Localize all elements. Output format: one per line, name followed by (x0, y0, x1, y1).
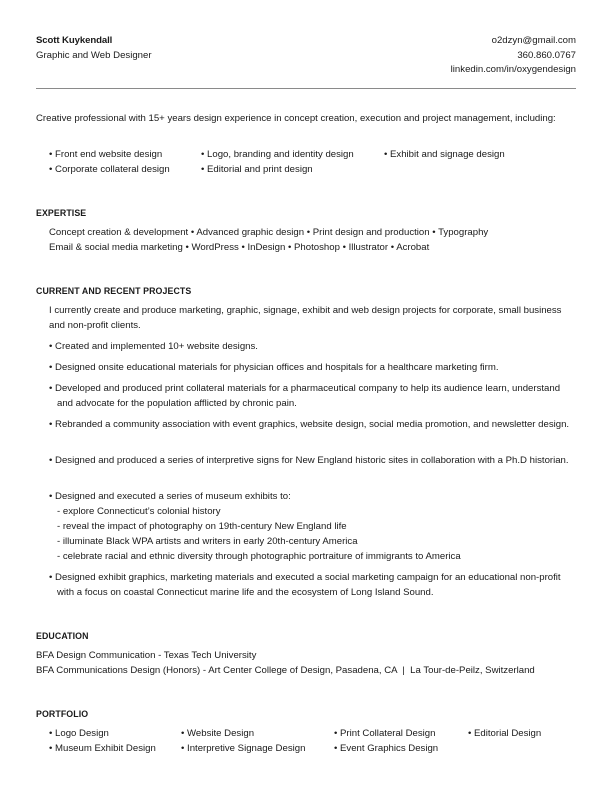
summary-skills-list (49, 147, 569, 177)
skills-row (49, 162, 569, 177)
candidate-name: Scott Kuykendall (36, 35, 113, 46)
portfolio-row (49, 741, 576, 756)
skill-item: • Editorial and print design (201, 164, 313, 175)
projects-intro: I currently create and produce marketing, graphic, signage, exhibit and web design projects for corporate, small business and non-profit clients. (49, 305, 562, 331)
skill-item: • Exhibit and signage design (384, 149, 505, 160)
portfolio-item: • Museum Exhibit Design (49, 743, 156, 754)
project-item: • Rebranded a community association with event graphics, website design, social media promotion, and newsletter design. (49, 419, 570, 430)
resume-header (36, 33, 576, 81)
portfolio-row (49, 726, 576, 741)
portfolio-item: • Website Design (181, 728, 255, 739)
header-divider (36, 88, 576, 89)
museum-subitem: - reveal the impact of photography on 19th-century New England life (57, 521, 347, 532)
skills-row (49, 147, 569, 162)
expertise-line: Concept creation & development • Advanced graphic design • Print design and production • Typography (49, 227, 489, 238)
portfolio-list (49, 726, 576, 756)
portfolio-heading: PORTFOLIO (36, 709, 89, 719)
project-item: • Developed and produced print collateral materials for a pharmaceutical company to help its audience learn, understand and advocate for the population afflicted by chronic pain. (49, 383, 561, 409)
project-item: • Created and implemented 10+ website designs. (49, 341, 258, 352)
expertise-list (49, 225, 576, 255)
museum-subitem: - illuminate Black WPA artists and writers in early 20th-century America (57, 536, 358, 547)
contact-block (451, 33, 576, 77)
expertise-heading: EXPERTISE (36, 208, 87, 218)
expertise-line: Email & social media marketing • WordPress • InDesign • Photoshop • Illustrator • Acrobat (49, 242, 430, 253)
projects-heading: CURRENT AND RECENT PROJECTS (36, 286, 192, 296)
skill-item: • Corporate collateral design (49, 164, 170, 175)
project-item: • Designed exhibit graphics, marketing materials and executed a social marketing campaign for an educational non-profit with a focus on coastal Connecticut marine life and the ecosystem of Long Island Sound. (49, 572, 561, 598)
museum-subitem: - explore Connecticut’s colonial history (57, 506, 221, 517)
project-item: • Designed onsite educational materials for physician offices and hospitals for a healthcare marketing firm. (49, 362, 499, 373)
candidate-title: Graphic and Web Designer (36, 50, 152, 61)
portfolio-item: • Editorial Design (468, 728, 542, 739)
portfolio-item: • Event Graphics Design (334, 743, 439, 754)
education-heading: EDUCATION (36, 631, 89, 641)
contact-email[interactable]: o2dzyn@gmail.com (491, 35, 576, 46)
education-list (36, 648, 576, 678)
summary-text: Creative professional with 15+ years design experience in concept creation, execution and project management, including: (36, 113, 556, 124)
portfolio-item: • Interpretive Signage Design (181, 743, 306, 754)
museum-subitem: - celebrate racial and ethnic diversity through photographic portraiture of immigrants to America (57, 551, 461, 562)
education-entry: BFA Communications Design (Honors) - Art Center College of Design, Pasadena, CA | La Tour-de-Peilz, Switzerland (36, 665, 535, 676)
portfolio-item: • Logo Design (49, 728, 109, 739)
skill-item: • Logo, branding and identity design (201, 149, 354, 160)
portfolio-item: • Print Collateral Design (334, 728, 436, 739)
project-item-museum: • Designed and executed a series of museum exhibits to: - explore Connecticut’s colonial history - reveal the impact of photography on 19th-century New England life - illuminate Black WPA artists and writers in early 20th-century America - celebrate racial and ethnic diversity through photographic portraiture of immigrants to America (49, 489, 576, 564)
skill-item: • Front end website design (49, 149, 163, 160)
project-item: • Designed and produced a series of interpretive signs for New England historic sites in collaboration with a Ph.D historian. (49, 455, 569, 466)
contact-phone: 360.860.0767 (517, 49, 576, 61)
contact-linkedin[interactable]: linkedin.com/in/oxygendesign (450, 64, 576, 75)
education-entry: BFA Design Communication - Texas Tech University (36, 650, 257, 661)
